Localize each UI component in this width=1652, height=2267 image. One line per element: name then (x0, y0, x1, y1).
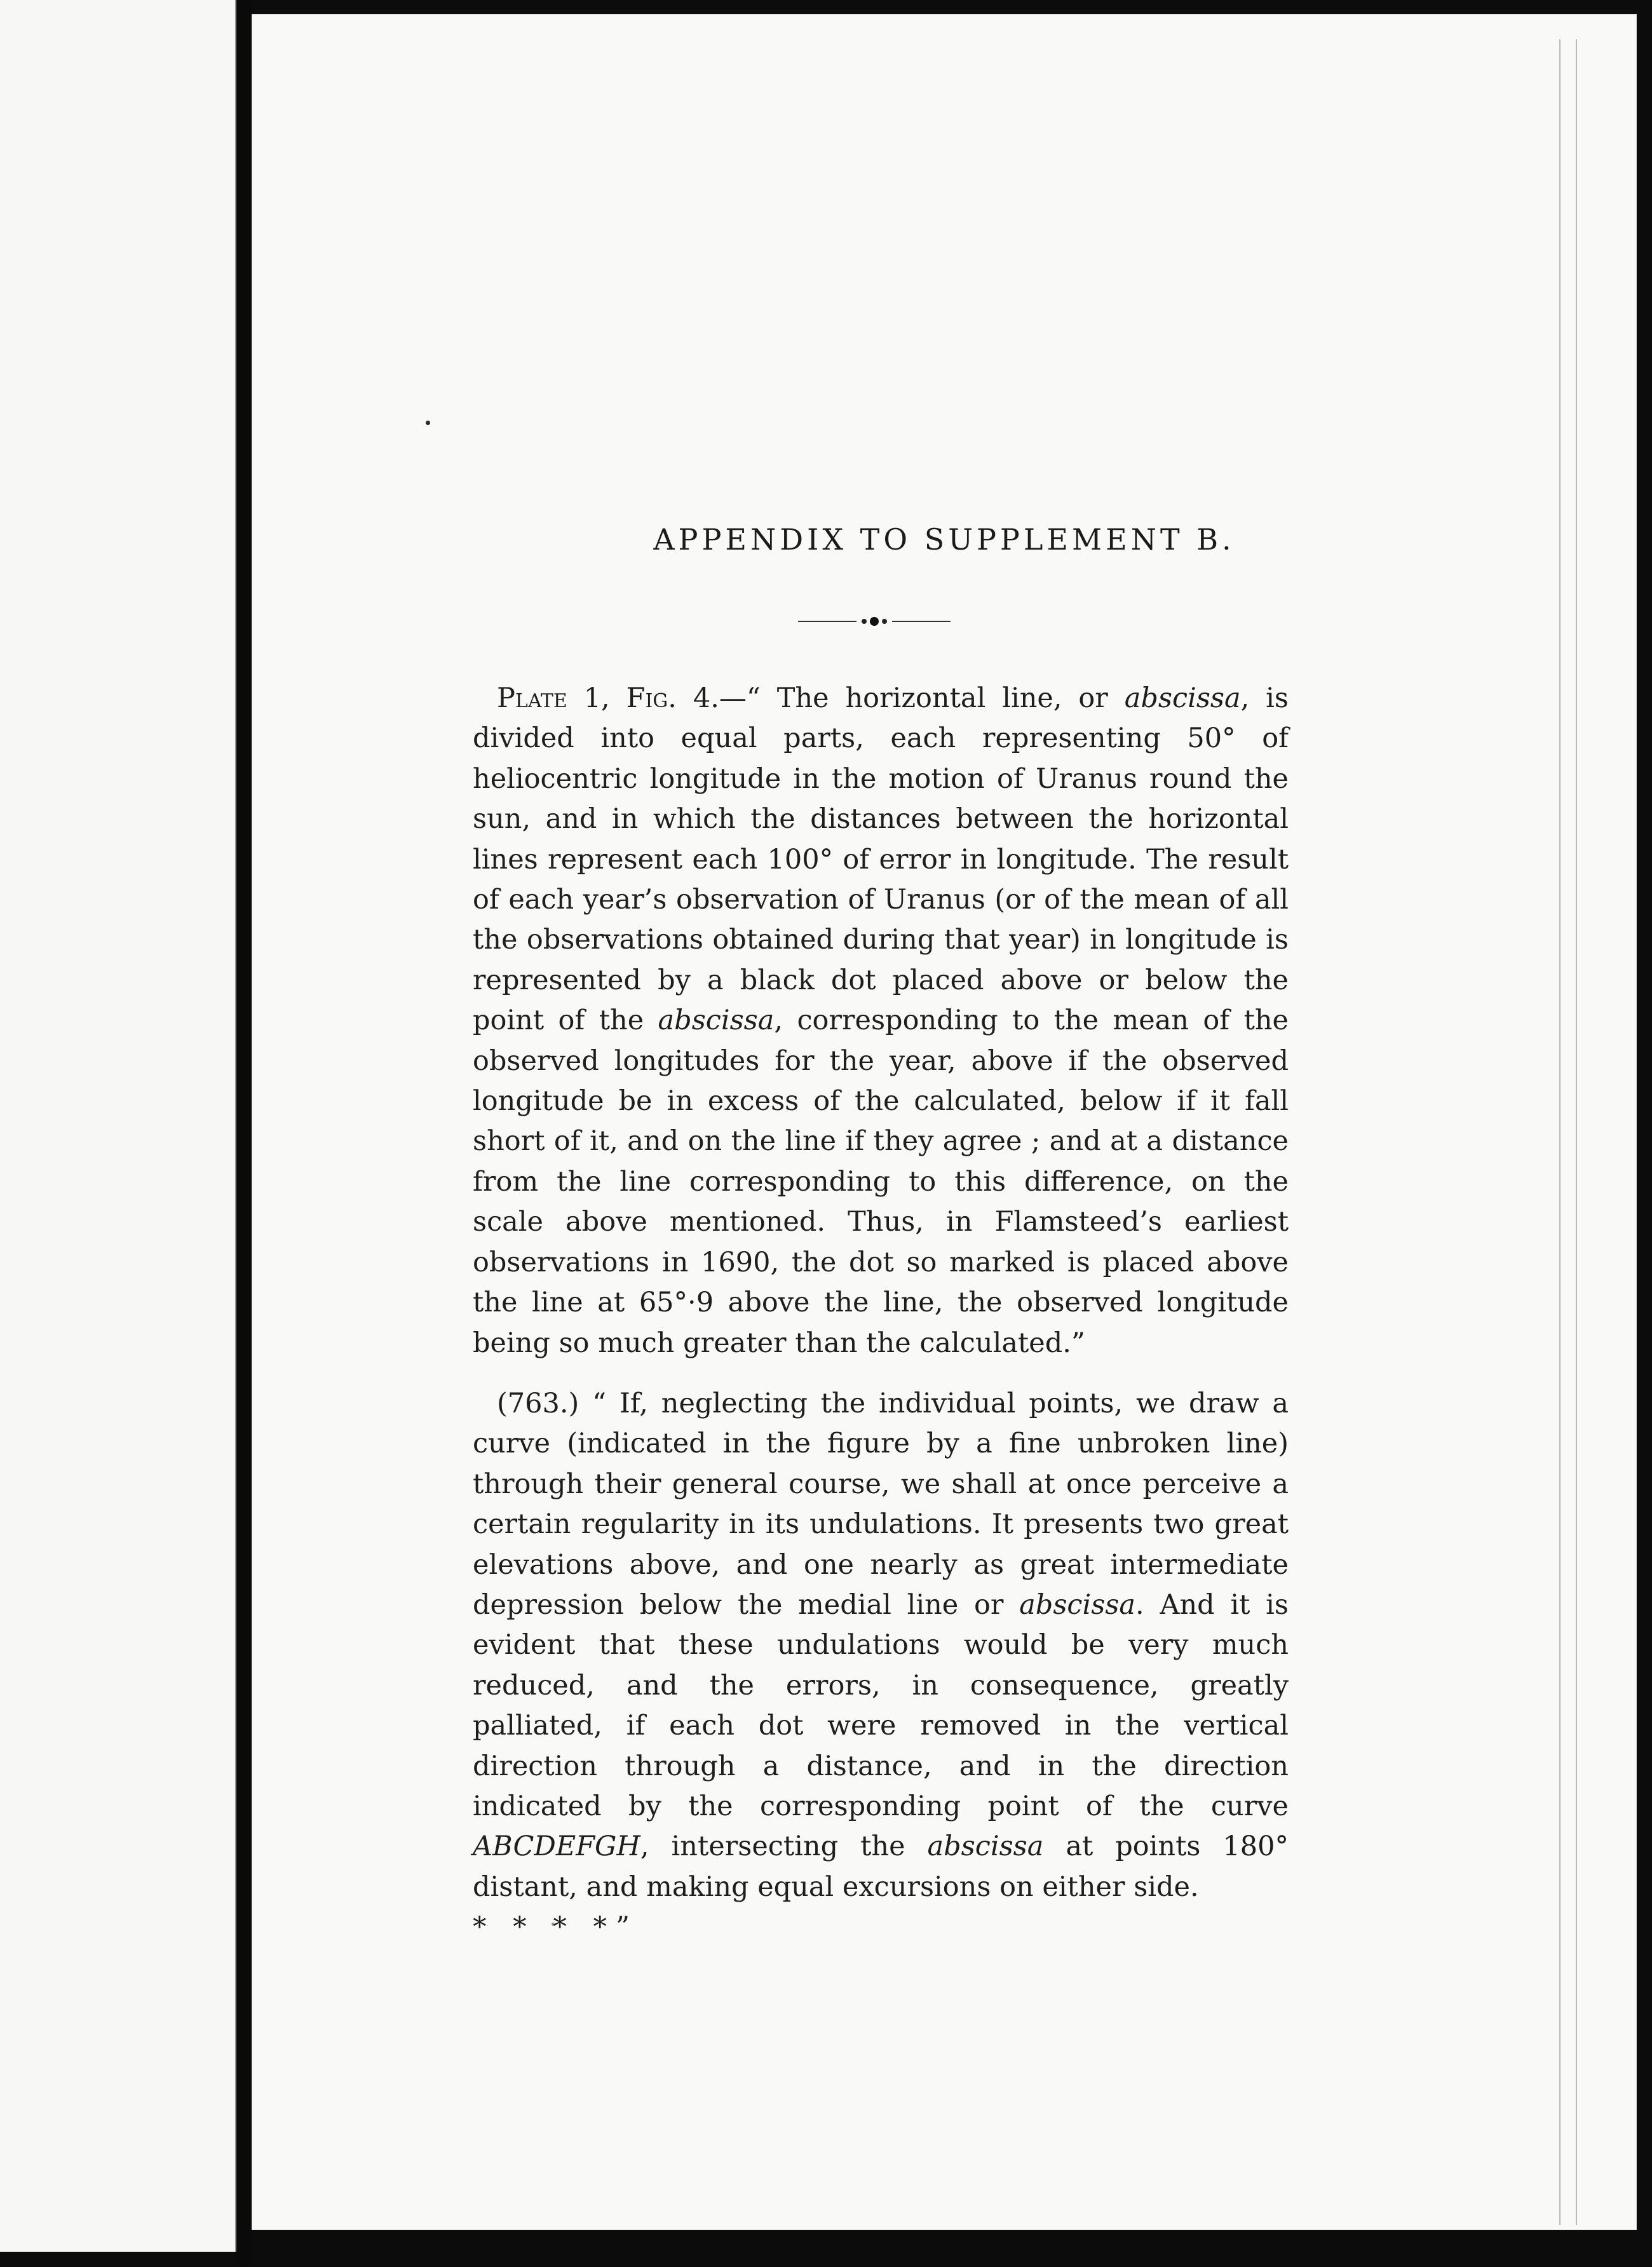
paragraph-text: —“ The horizontal line, or (719, 682, 1125, 714)
elision-asterisks: * * * *” (473, 1911, 639, 1944)
italic-term: ABCDEFGH (473, 1831, 640, 1863)
print-speck (426, 421, 430, 425)
page-edge-line (1576, 39, 1577, 2225)
page-edge-line (1559, 39, 1561, 2225)
body-text (473, 679, 1289, 1948)
italic-term: abscissa (1019, 1588, 1135, 1621)
paragraph-text: (763.) “ If, neglecting the individual points, we draw a curve (indicated in the figure by a fine unbroken line) through their general course, we shall at once perceive a certain regularity in its undulations. It presents two great elevations above, and one nearly as great intermediate depression below the medial line or (473, 1387, 1289, 1621)
figure-reference: Plate 1, Fig. 4. (497, 682, 719, 714)
paragraph-text: , corresponding to the mean of the observed longitudes for the year, above if the observed longitude be in excess of the calculated, below if it fall short of it, and on the line if they agree ; and at a distance from the line corresponding to this difference, on the scale above mentioned. Thus, in Flamsteed’s earliest observations in 1690, the dot so marked is placed above the line at 65°·9 above the line, the observed longitude being so much greater than the calculated.” (473, 1005, 1289, 1359)
paragraph-text: , is divided into equal parts, each representing 50° of heliocentric longitude in the motion of Uranus round the sun, and in which the distances between the horizontal lines represent each 100° of error in longitude. The result of each year’s observation of Uranus (or of the mean of all the observations obtained during that year) in longitude is represented by a black dot placed above or below the point of the (473, 682, 1289, 1037)
italic-term: abscissa (927, 1831, 1044, 1863)
paragraph-text: , intersecting the (640, 1831, 928, 1863)
italic-term: abscissa (1124, 682, 1241, 714)
paragraph-text: . And it is evident that these undulations would be very much reduced, and the errors, in consequence, greatly palliated, if each dot were removed in the vertical direction through a distance, and in the direction indicated by the corresponding point of the curve (473, 1588, 1289, 1822)
ornament-rule-icon (798, 614, 951, 629)
italic-term: abscissa (658, 1005, 775, 1037)
paragraph-text: at points 180° distant, and making equal excursions on either side. (473, 1831, 1289, 1903)
paragraph-763 (473, 1384, 1289, 1948)
book-gutter (236, 0, 252, 2267)
paragraph-plate-description (473, 679, 1289, 1364)
book-page (252, 14, 1637, 2230)
facing-page-blank (0, 0, 236, 2252)
page-title: APPENDIX TO SUPPLEMENT B. (653, 522, 1235, 557)
